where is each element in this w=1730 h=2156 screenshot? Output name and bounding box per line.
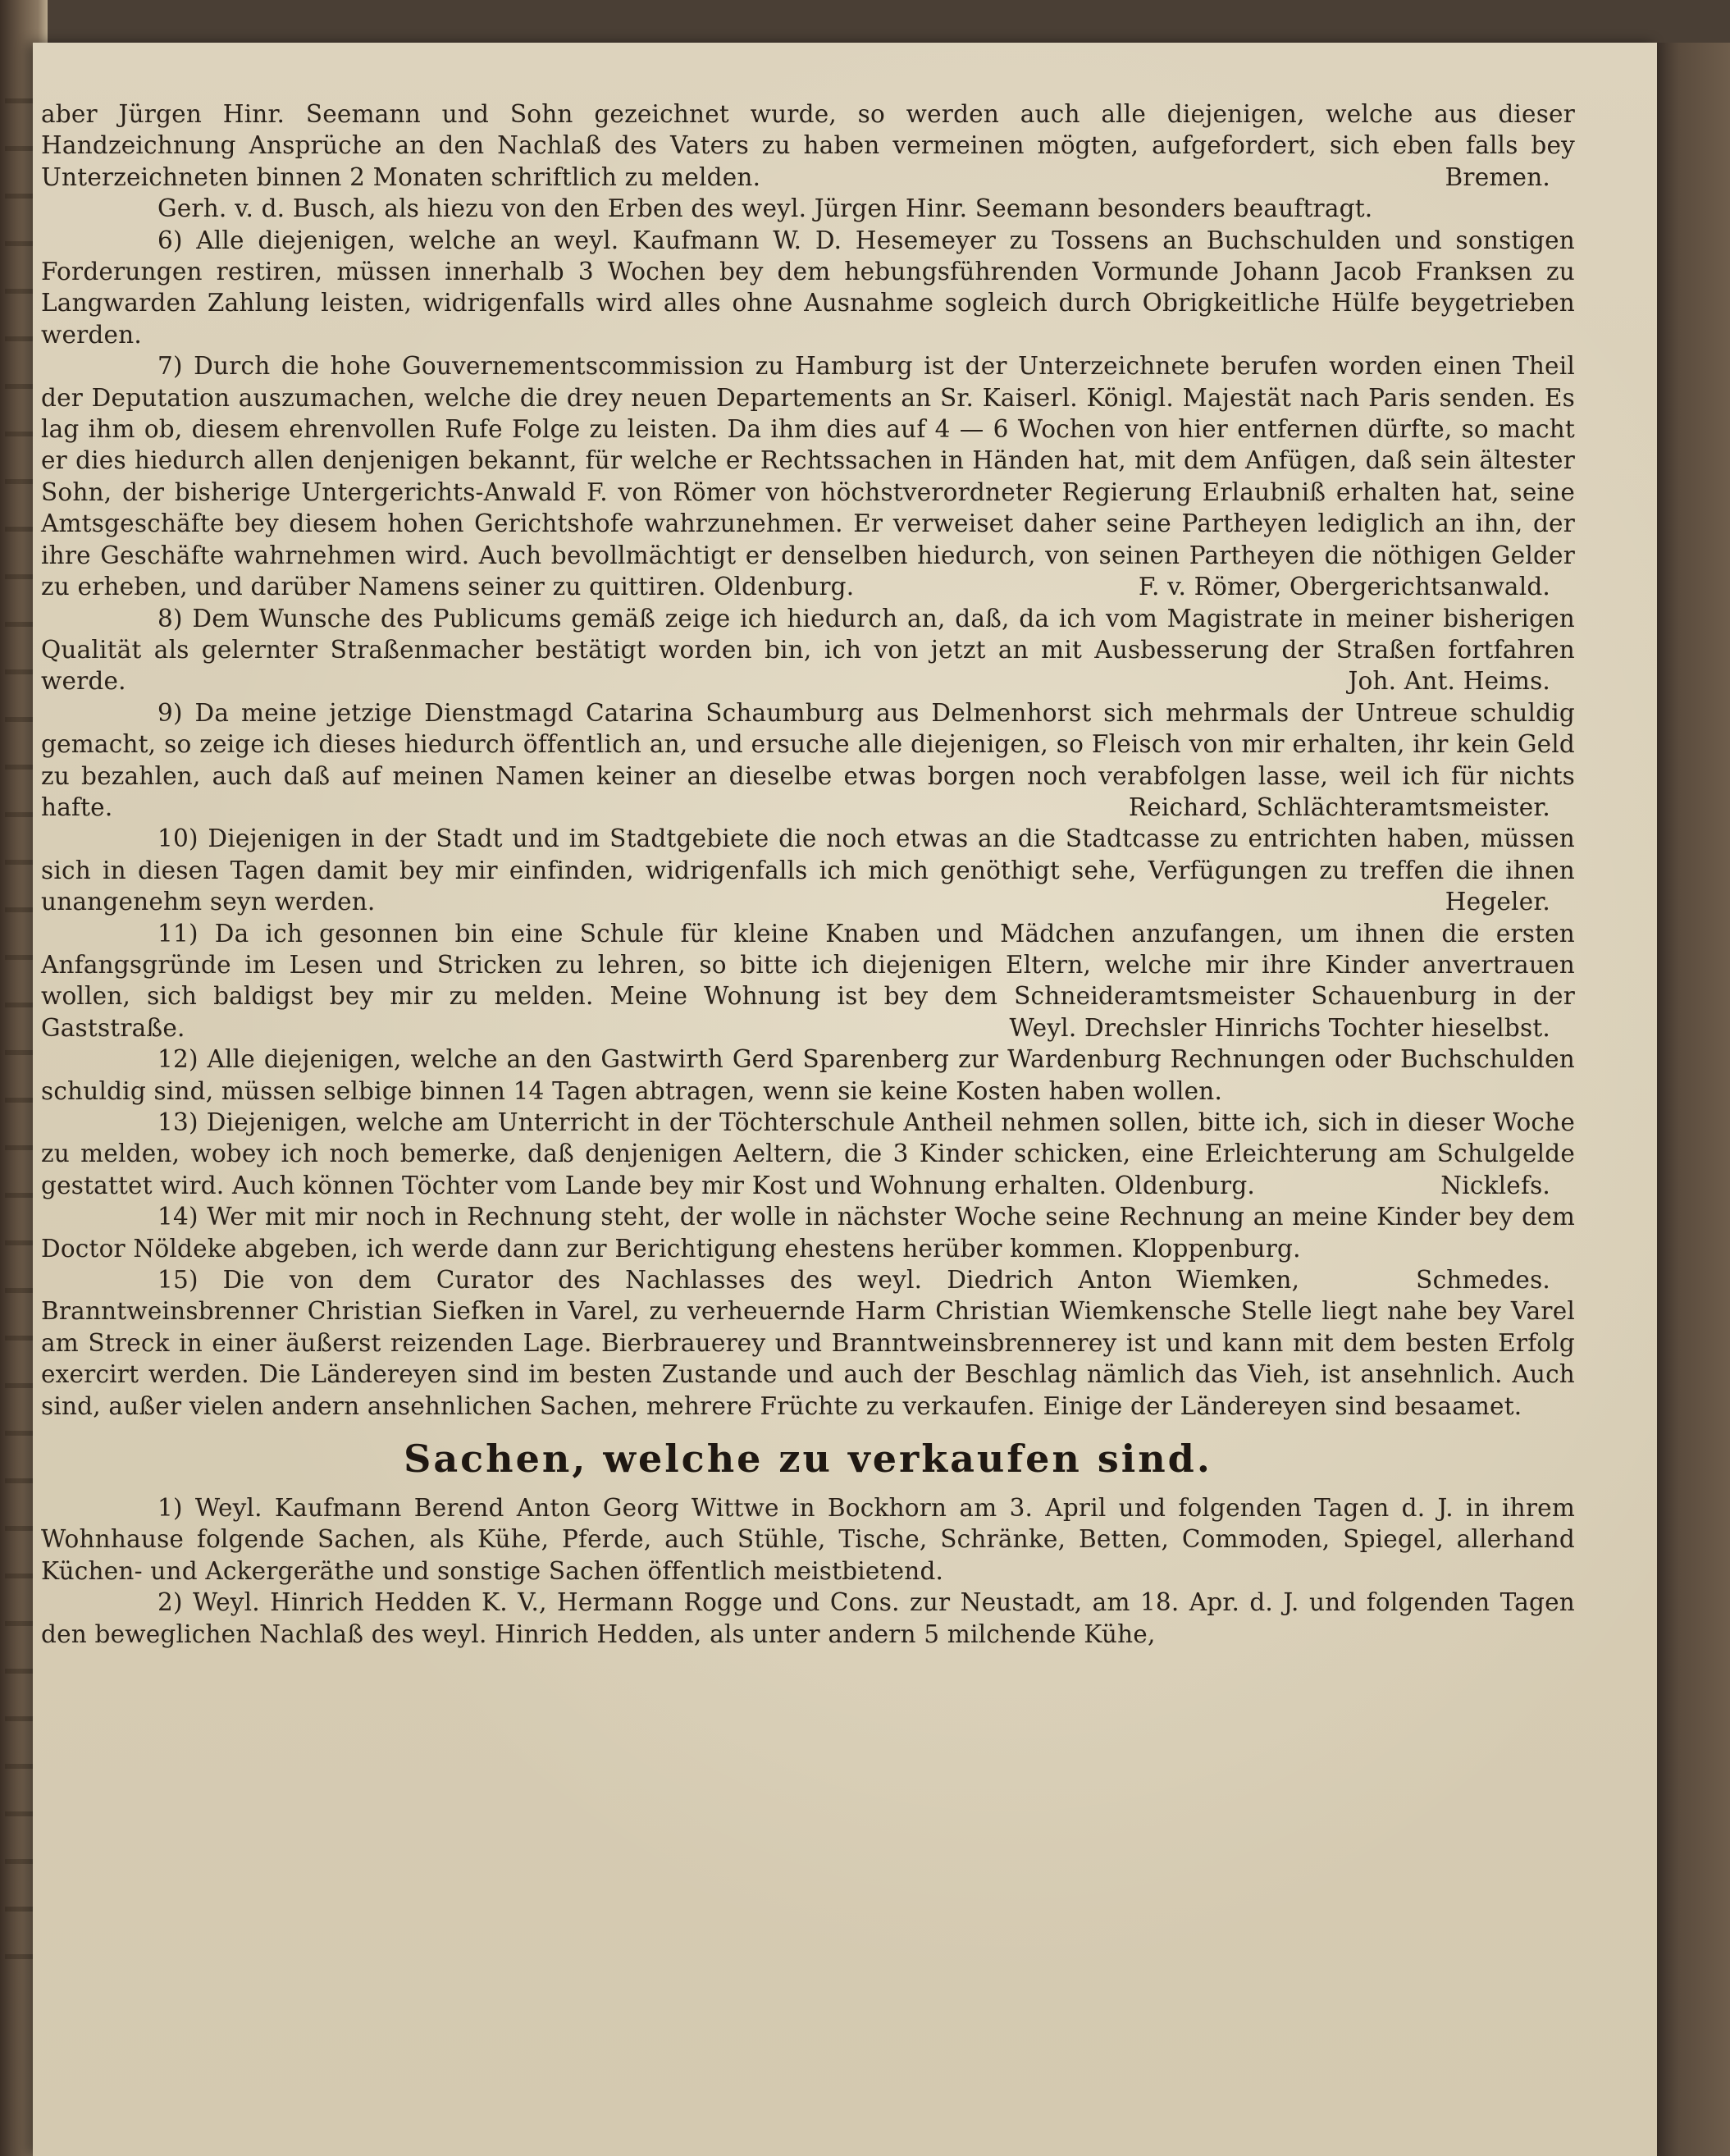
paragraph-text: Gerh. v. d. Busch, als hiezu von den Erben des weyl. Jürgen Hinr. Seemann besonders beauftragt.: [157, 194, 1373, 223]
signature: Schmedes.: [1416, 1266, 1550, 1295]
paragraph-text: 12) Alle diejenigen, welche an den Gastwirth Gerd Sparenberg zur Wardenburg Rechnungen oder Buchschulden schuldig sind, müssen selbige binnen 14 Tagen abtragen, wenn sie keine Kosten haben wollen.: [41, 1045, 1575, 1105]
document-page: [33, 43, 1657, 2156]
paragraph-text: 9) Da meine jetzige Dienstmagd Catarina Schaumburg aus Delmenhorst sich mehrmals der Untreue schuldig gemacht, so zeige ich dieses hiedurch öffentlich an, und ersuche alle diejenigen, so Fleisch von mir erhalten, ihr kein Geld zu bezahlen, auch daß auf meinen Namen keiner an dieselbe etwas borgen noch verabfolgen lasse, weil ich für nichts hafte.: [41, 698, 1575, 821]
text-block: [41, 98, 1575, 1650]
notice-paragraph: [41, 603, 1575, 697]
notices-bottom: [41, 1492, 1575, 1650]
paragraph-text: aber Jürgen Hinr. Seemann und Sohn gezeichnet wurde, so werden auch alle diejenigen, welche aus dieser Handzeichnung Ansprüche an den Nachlaß des Vaters zu haben vermeinen mögten, aufgefordert, sich eben falls bey Unterzeichneten binnen 2 Monaten schriftlich zu melden.: [41, 100, 1575, 191]
notice-paragraph: [41, 225, 1575, 351]
signature: Reichard, Schlächteramtsmeister.: [1128, 793, 1550, 821]
section-heading: Sachen, welche zu verkaufen sind.: [404, 1437, 1212, 1482]
paragraph-text: 2) Weyl. Hinrich Hedden K. V., Hermann Rogge und Cons. zur Neustadt, am 18. Apr. d. J. und folgenden Tagen den beweglichen Nachlaß des weyl. Hinrich Hedden, als unter andern 5 milchende Kühe,: [41, 1588, 1575, 1648]
notice-paragraph: [41, 1107, 1575, 1201]
notice-paragraph: [41, 98, 1575, 193]
notice-paragraph: [41, 193, 1575, 224]
notice-paragraph: [41, 350, 1575, 602]
paragraph-text: 10) Diejenigen in der Stadt und im Stadtgebiete die noch etwas an die Stadtcasse zu entrichten haben, müssen sich in diesen Tagen damit bey mir einfinden, widrigenfalls ich mich genöthigt sehe, Verfügungen zu treffen die ihnen unangenehm seyn werden.: [41, 824, 1575, 916]
notice-paragraph: [41, 823, 1575, 917]
signature: Hegeler.: [1445, 888, 1550, 916]
signature: Joh. Ant. Heims.: [1348, 667, 1550, 696]
paragraph-text: 13) Diejenigen, welche am Unterricht in der Töchterschule Antheil nehmen sollen, bitte ich, sich in dieser Woche zu melden, wobey ich noch bemerke, daß denjenigen Aeltern, die 3 Kinder schicken, eine Erleichterung am Schulgelde gestattet wird. Auch können Töchter vom Lande bey mir Kost und Wohnung erhalten. Oldenburg.: [41, 1108, 1575, 1199]
notice-paragraph: [41, 1201, 1575, 1295]
paragraph-text: 15) Die von dem Curator des Nachlasses des weyl. Diedrich Anton Wiemken, Branntweinsbrenner Christian Siefken in Varel, zu verheuernde Harm Christian Wiemkensche Stelle liegt nahe bey Varel am Streck in einer äußerst reizenden Lage. Bierbrauerey und Branntweinsbrennerey ist und kann mit dem besten Erfolg exercirt werden. Die Ländereyen sind im besten Zustande und auch der Beschlag nämlich das Vieh, ist ansehnlich. Auch sind, außer vielen andern ansehnlichen Sachen, mehrere Früchte zu verkaufen. Einige der Ländereyen sind besaamet.: [41, 1266, 1575, 1420]
paragraph-text: 6) Alle diejenigen, welche an weyl. Kaufmann W. D. Hesemeyer zu Tossens an Buchschulden und sonstigen Forderungen restiren, müssen innerhalb 3 Wochen bey dem hebungsführenden Vormunde Johann Jacob Franksen zu Langwarden Zahlung leisten, widrigenfalls wird alles ohne Ausnahme sogleich durch Obrigkeitliche Hülfe beygetrieben werden.: [41, 226, 1575, 349]
signature: Nicklefs.: [1440, 1171, 1550, 1199]
signature: Weyl. Drechsler Hinrichs Tochter hieselbst.: [1009, 1013, 1550, 1042]
notices-top: [41, 98, 1575, 1422]
paragraph-text: 11) Da ich gesonnen bin eine Schule für kleine Knaben und Mädchen anzufangen, um ihnen die ersten Anfangsgründe im Lesen und Stricken zu lehren, so bitte ich diejenigen Eltern, welche mir ihre Kinder anvertrauen wollen, sich baldigst bey mir zu melden. Meine Wohnung ist bey dem Schneideramtsmeister Schauenburg in der Gaststraße.: [41, 919, 1575, 1042]
signature: F. v. Römer, Obergerichtsanwald.: [1138, 573, 1550, 601]
paragraph-text: 7) Durch die hohe Gouvernementscommission zu Hamburg ist der Unterzeichnete berufen worden einen Theil der Deputation auszumachen, welche die drey neuen Departements an Sr. Kaiserl. Königl. Majestät nach Paris senden. Es lag ihm ob, diesem ehrenvollen Rufe Folge zu leisten. Da ihm dies auf 4 — 6 Wochen von hier entfernen dürfte, so macht er dies hiedurch allen denjenigen bekannt, für welche er Rechtssachen in Händen hat, mit dem Anfügen, daß sein ältester Sohn, der bisherige Untergerichts-Anwald F. von Römer von höchstverordneter Regierung Erlaubniß erhalten hat, seine Amtsgeschäfte bey diesem hohen Gerichtshofe wahrzunehmen. Er verweiset daher seine Partheyen lediglich an ihn, der ihre Geschäfte wahrnehmen wird. Auch bevollmächtigt er denselben hiedurch, von seinen Partheyen die nöthigen Gelder zu erheben, und darüber Namens seiner zu quittiren. Oldenburg.: [41, 352, 1575, 601]
notice-paragraph: [41, 918, 1575, 1044]
notice-paragraph: [41, 697, 1575, 824]
paragraph-text: 1) Weyl. Kaufmann Berend Anton Georg Wittwe in Bockhorn am 3. April und folgenden Tagen d. J. in ihrem Wohnhause folgende Sachen, als Kühe, Pferde, auch Stühle, Tische, Schränke, Betten, Commoden, Spiegel, allerhand Küchen- und Ackergeräthe und sonstige Sachen öffentlich meistbietend.: [41, 1494, 1575, 1585]
notice-paragraph: [41, 1587, 1575, 1650]
notice-paragraph: [41, 1044, 1575, 1107]
notice-paragraph: [41, 1492, 1575, 1587]
page-edge-shadow: [1657, 43, 1730, 2156]
signature: Bremen.: [1445, 162, 1550, 191]
paragraph-text: 8) Dem Wunsche des Publicums gemäß zeige ich hiedurch an, daß, da ich vom Magistrate in meiner bisherigen Qualität als gelernter Straßenmacher bestätigt worden bin, ich von jetzt an mit Ausbesserung der Straßen fortfahren werde.: [41, 604, 1575, 696]
paragraph-text: 14) Wer mit mir noch in Rechnung steht, der wolle in nächster Woche seine Rechnung an meine Kinder bey dem Doctor Nöldeke abgeben, ich werde dann zur Berichtigung ehestens herüber kommen. Kloppenburg.: [41, 1203, 1575, 1263]
